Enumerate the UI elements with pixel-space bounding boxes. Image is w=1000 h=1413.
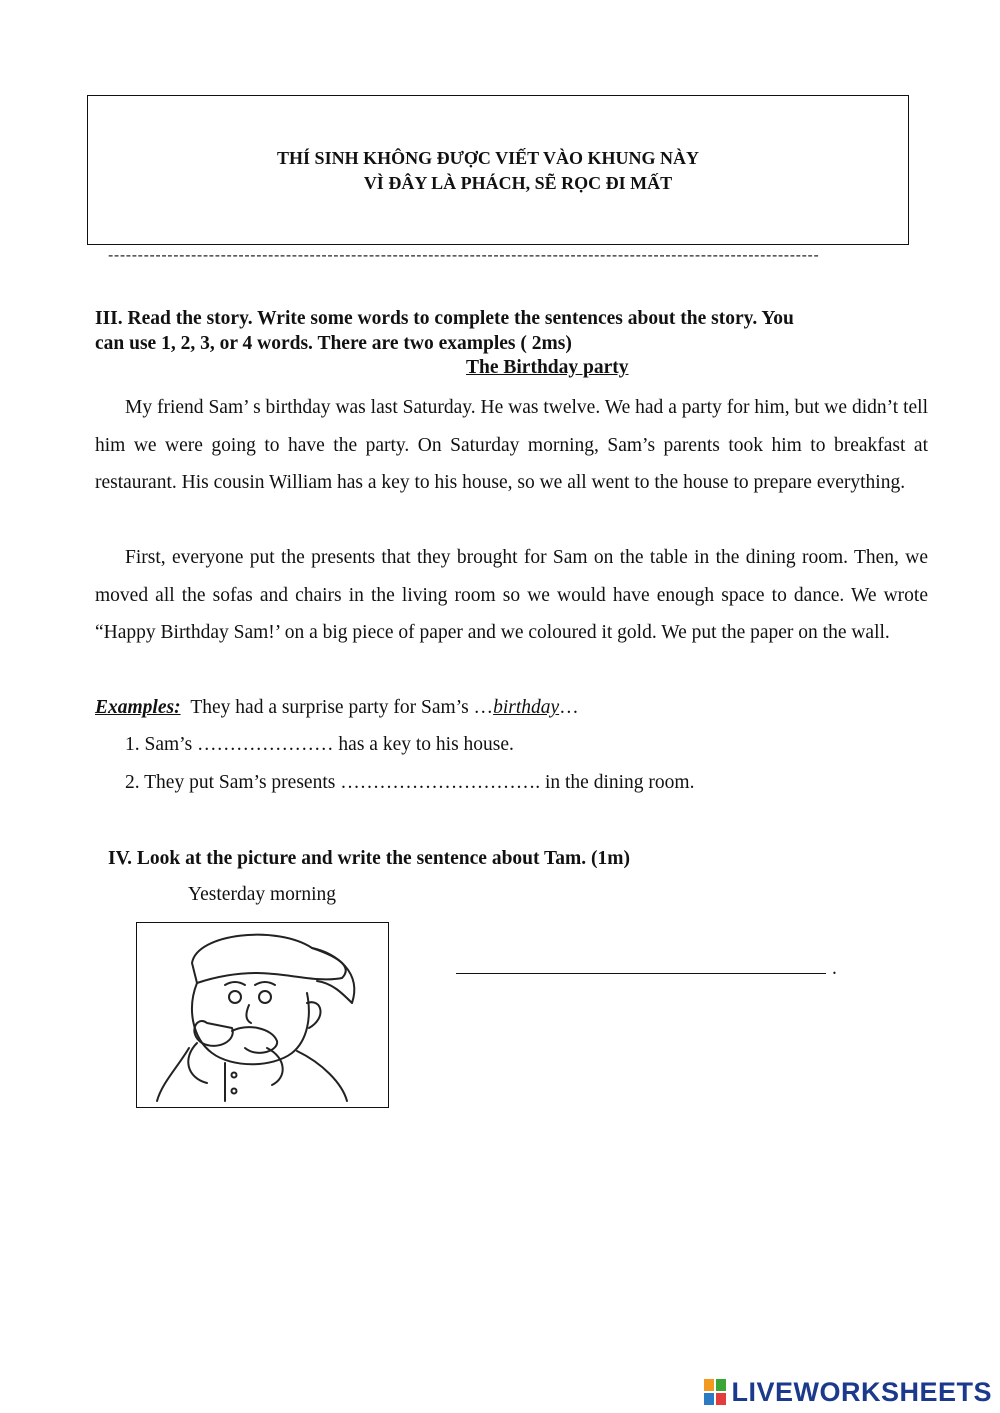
examples-label: Examples: (95, 697, 181, 718)
example-answer: birthday (493, 697, 560, 718)
story-paragraph-1: My friend Sam’ s birthday was last Saturday. He was twelve. We had a party for him, but we didn’t tell him we were going to have the party. On Saturday morning, Sam’s parents took him to breakfast at restaurant. His cousin William has a key to his house, so we all went to the house to prepare everything. (95, 397, 928, 494)
section3-heading-line1: III. Read the story. Write some words to complete the sentences about the story. You (95, 308, 794, 329)
example-line (95, 697, 579, 719)
answer-line[interactable] (456, 973, 826, 974)
section3-heading-line2: can use 1, 2, 3, or 4 words. There are two examples ( 2ms) (95, 333, 572, 354)
header-line-1: THÍ SINH KHÔNG ĐƯỢC VIẾT VÀO KHUNG NÀY (277, 148, 699, 168)
example-end: … (559, 697, 579, 718)
cut-separator: ------------------------------------------------------------------------------------------------------------------------ (108, 247, 820, 264)
header-box (87, 95, 909, 245)
picture-box (136, 922, 389, 1108)
liveworksheets-logo (703, 1375, 992, 1409)
logo-text: LIVEWORKSHEETS (731, 1376, 992, 1407)
answer-end: . (832, 958, 837, 979)
boy-eating-sandwich-illustration (137, 923, 387, 1106)
story-title: The Birthday party (466, 357, 629, 378)
header-line-2: VÌ ĐÂY LÀ PHÁCH, SẼ RỌC ĐI MẤT (363, 173, 673, 193)
liveworksheets-logo-icon (703, 1378, 727, 1406)
question-1: 1. Sam’s ………………… has a key to his house. (125, 734, 514, 755)
story-paragraph-2: First, everyone put the presents that they brought for Sam on the table in the dining room. Then, we moved all the sofas and chairs in the living room so we would have enough space to dance. We wrote “Happy Birthday Sam!’ on a big piece of paper and we coloured it gold. We put the paper on the wall. (95, 547, 928, 644)
question-2: 2. They put Sam’s presents …………………………. in the dining room. (125, 772, 695, 793)
example-text: They had a surprise party for Sam’s … (190, 697, 494, 718)
section4-heading: IV. Look at the picture and write the sentence about Tam. (1m) (108, 848, 630, 869)
section4-subtitle: Yesterday morning (188, 884, 337, 905)
